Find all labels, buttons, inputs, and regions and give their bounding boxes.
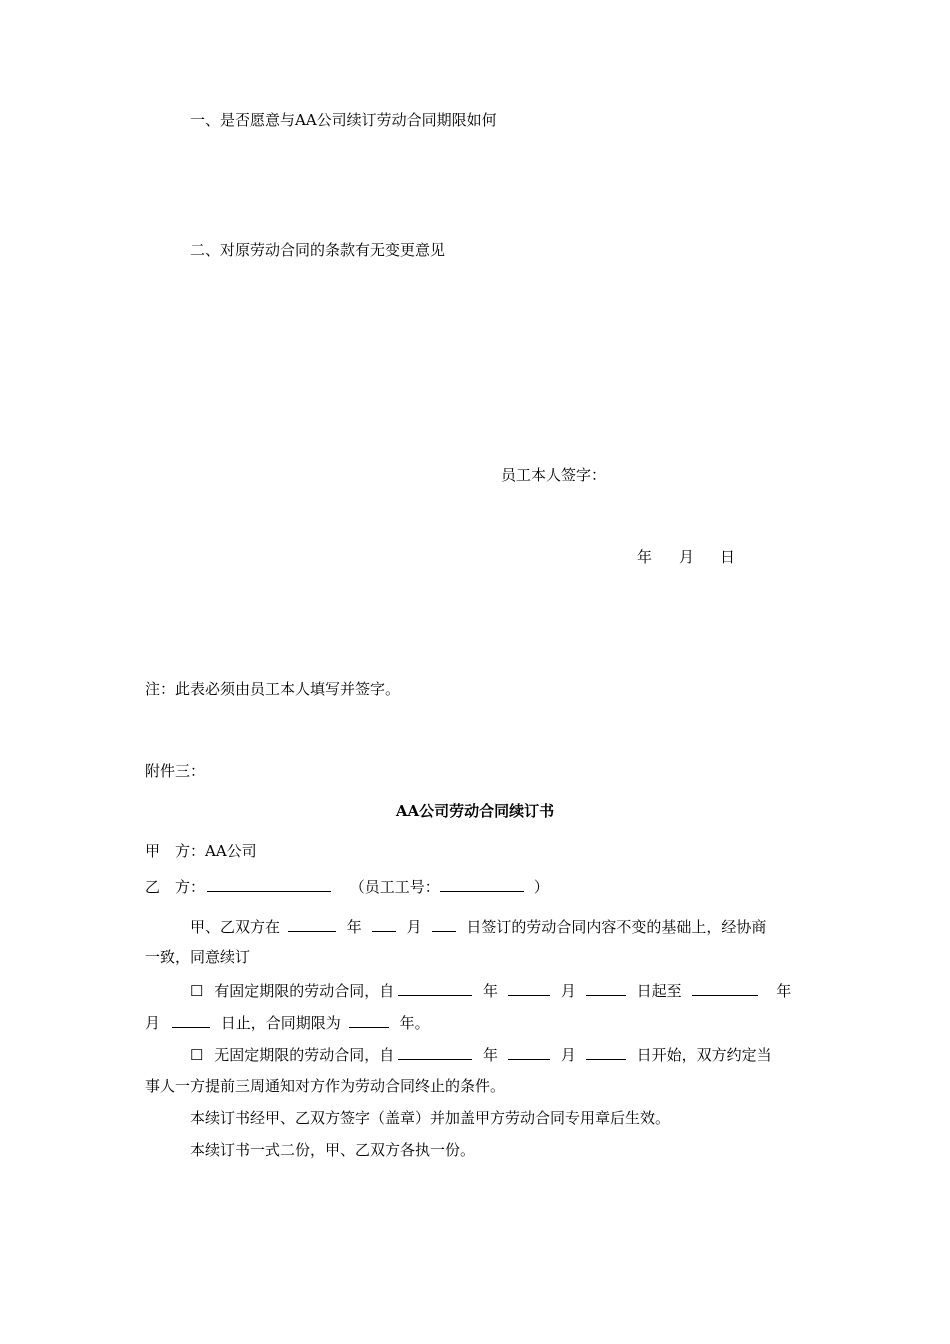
party-a-value: AA公司 (205, 842, 257, 860)
attachment-label: 附件三： (145, 762, 206, 780)
fixed-term-text-a: 有固定期限的劳动合同，自 (214, 982, 395, 1000)
party-a-row (145, 841, 257, 861)
fixed-term-line1 (190, 980, 791, 1001)
open-term-text-a: 无固定期限的劳动合同，自 (214, 1046, 395, 1064)
para1-line1 (190, 916, 766, 937)
party-b-label: 乙 方： (145, 878, 206, 896)
fixed-term-line2 (145, 1012, 430, 1033)
document-title: AA公司劳动合同续订书 (395, 802, 555, 820)
employee-id-field[interactable] (440, 876, 524, 892)
copies-clause: 本续订书一式二份，甲、乙双方各执一份。 (190, 1141, 476, 1159)
fixed-start-month-field[interactable] (508, 980, 550, 996)
fixed-term-text-c: 日止，合同期限为 (220, 1014, 341, 1032)
fixed-end-day-field[interactable] (172, 1012, 210, 1028)
question-2: 二、对原劳动合同的条款有无变更意见 (190, 241, 446, 259)
date-year-label: 年 (637, 548, 653, 566)
open-term-text-b: 日开始，双方约定当 (636, 1046, 772, 1064)
party-b-name-field[interactable] (207, 876, 331, 892)
party-a-label: 甲 方： (145, 842, 206, 860)
fixed-end-year-label: 年 (776, 982, 792, 1000)
contract-years-label: 年。 (399, 1014, 430, 1032)
employee-id-close: ） (533, 878, 549, 896)
open-start-year-label: 年 (483, 1046, 499, 1064)
question-1: 一、是否愿意与AA公司续订劳动合同期限如何 (190, 111, 497, 129)
fixed-start-year-field[interactable] (398, 980, 472, 996)
open-start-month-label: 月 (560, 1046, 576, 1064)
open-term-checkbox[interactable]: ☐ (190, 1046, 204, 1064)
fixed-end-year-field[interactable] (692, 980, 758, 996)
open-term-line1 (190, 1044, 772, 1065)
para1-year-label: 年 (346, 918, 362, 936)
open-start-month-field[interactable] (508, 1044, 550, 1060)
para1-year-field[interactable] (288, 916, 336, 932)
para1-text-b: 日签订的劳动合同内容不变的基础上，经协商 (466, 918, 767, 936)
open-start-year-field[interactable] (398, 1044, 472, 1060)
para1-text-a: 甲、乙双方在 (190, 918, 281, 936)
fixed-start-day-field[interactable] (586, 980, 626, 996)
fixed-start-month-label: 月 (560, 982, 576, 1000)
open-start-day-field[interactable] (586, 1044, 626, 1060)
open-term-line2: 事人一方提前三周通知对方作为劳动合同终止的条件。 (145, 1077, 506, 1095)
fixed-end-month-label: 月 (145, 1014, 161, 1032)
party-b-row (145, 876, 549, 897)
contract-years-field[interactable] (349, 1012, 389, 1028)
effect-clause: 本续订书经甲、乙双方签字（盖章）并加盖甲方劳动合同专用章后生效。 (190, 1109, 671, 1127)
para1-line2: 一致，同意续订 (145, 948, 251, 966)
para1-month-label: 月 (406, 918, 422, 936)
fixed-term-checkbox[interactable]: ☐ (190, 982, 204, 1000)
date-day-label: 日 (720, 548, 736, 566)
para1-month-field[interactable] (372, 916, 396, 932)
fixed-term-text-b: 日起至 (636, 982, 682, 1000)
signature-label: 员工本人签字： (501, 466, 607, 484)
para1-day-field[interactable] (432, 916, 456, 932)
employee-id-open: （员工工号： (349, 878, 440, 896)
survey-note: 注：此表必须由员工本人填写并签字。 (145, 680, 401, 698)
fixed-start-year-label: 年 (483, 982, 499, 1000)
date-month-label: 月 (679, 548, 695, 566)
